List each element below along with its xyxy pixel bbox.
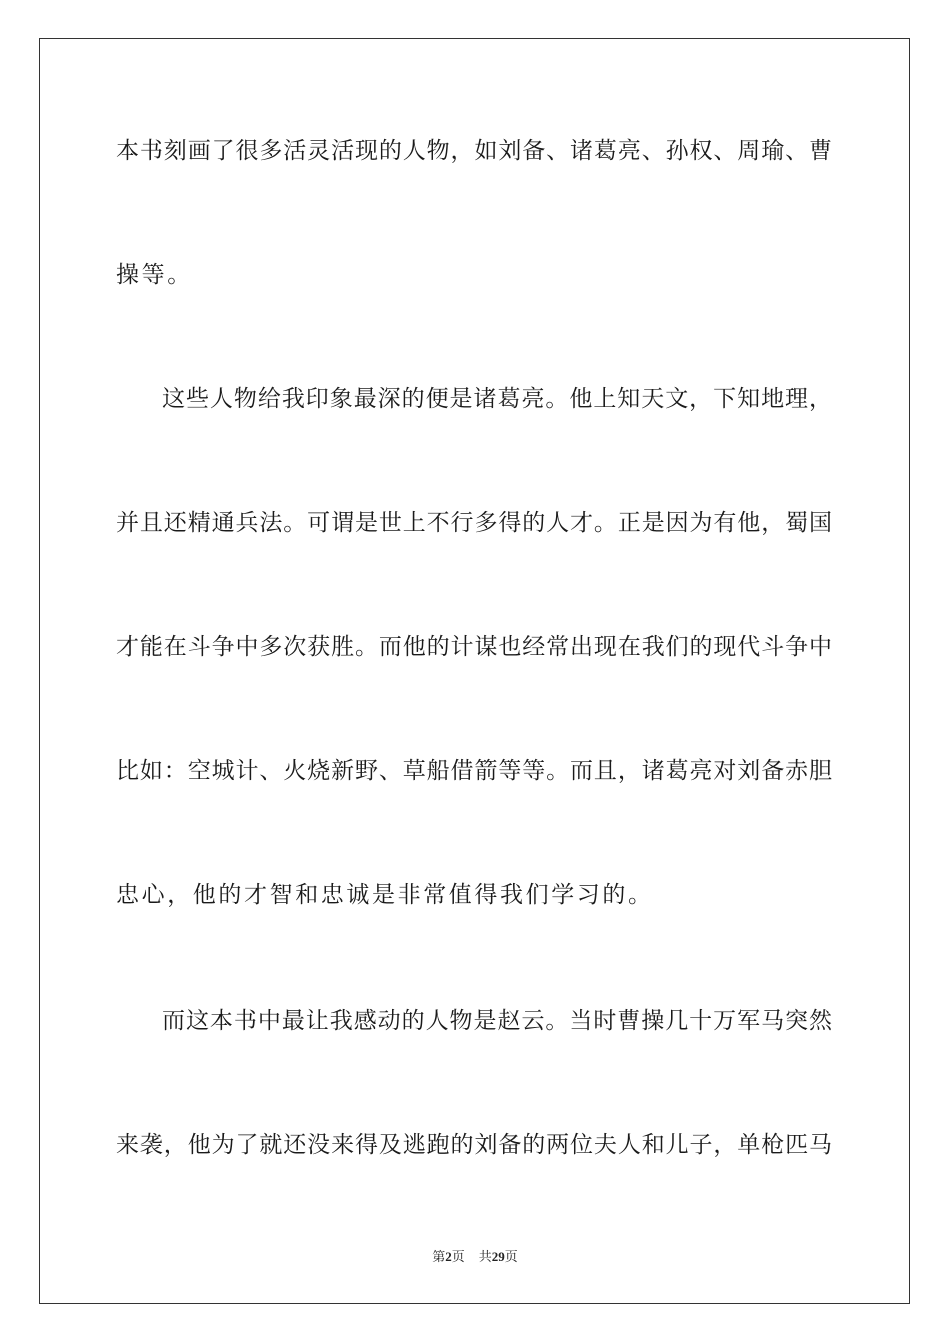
body-line-3: 这些人物给我印象最深的便是诸葛亮。他上知天文，下知地理， [162, 386, 832, 412]
page-prefix: 第 [432, 1250, 446, 1265]
body-line-2: 操等。 [116, 262, 193, 288]
page-suffix: 页 [451, 1250, 465, 1265]
page-footer [0, 1248, 950, 1267]
page-number: 2 [445, 1249, 452, 1264]
body-line-8: 而这本书中最让我感动的人物是赵云。当时曹操几十万军马突然 [162, 1008, 832, 1034]
body-line-4: 并且还精通兵法。可谓是世上不行多得的人才。正是因为有他，蜀国 [116, 510, 832, 536]
body-line-7: 忠心，他的才智和忠诚是非常值得我们学习的。 [116, 882, 654, 908]
total-suffix: 页 [504, 1250, 518, 1265]
body-line-9: 来袭，他为了就还没来得及逃跑的刘备的两位夫人和儿子，单枪匹马 [116, 1132, 832, 1158]
body-line-1: 本书刻画了很多活灵活现的人物，如刘备、诸葛亮、孙权、周瑜、曹 [116, 138, 832, 164]
body-line-6: 比如：空城计、火烧新野、草船借箭等等。而且，诸葛亮对刘备赤胆 [116, 758, 832, 784]
total-pages: 29 [491, 1249, 505, 1264]
page-border [39, 38, 910, 1304]
total-prefix: 共 [478, 1250, 492, 1265]
body-line-5: 才能在斗争中多次获胜。而他的计谋也经常出现在我们的现代斗争中 [116, 634, 832, 660]
